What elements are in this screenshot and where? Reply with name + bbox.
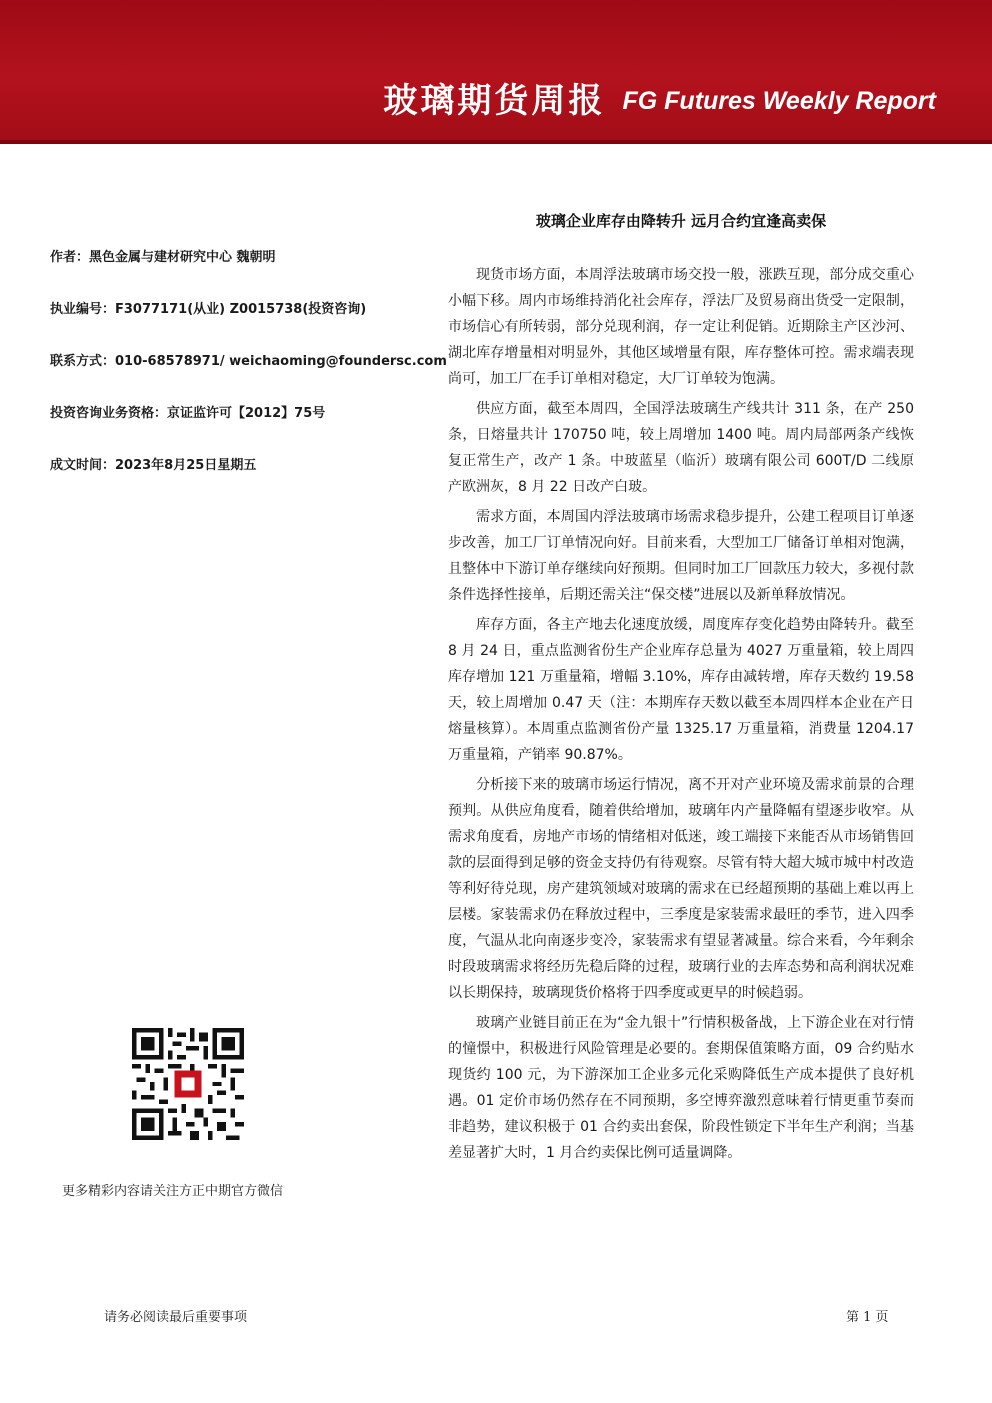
report-title: [383, 81, 936, 121]
paragraph-spot-market: 现货市场方面，本周浮法玻璃市场交投一般，涨跌互现，部分成交重心小幅下移。周内市场维持消化社会库存，浮法厂及贸易商出货受一定限制，市场信心有所转弱，部分兑现利润，存一定让利促销。近期除主产区沙河、湖北库存增量相对明显外，其他区域增量有限，库存整体可控。需求端表现尚可，加工厂在手订单相对稳定，大厂订单较为饱满。: [448, 267, 914, 387]
paragraph-strategy: 玻璃产业链目前正在为“金九银十”行情积极备战，上下游企业在对行情的憧憬中，积极进行风险管理是必要的。套期保值策略方面，09 合约贴水现货约 100 元，为下游深加工企业多元化采购降低生产成本提供了良好机遇。01 定价市场仍然存在不同预期，多空博弈激烈意味着行情更重节奏而非趋势，建议积极于 01 合约卖出套保，阶段性锁定下半年生产利润；当基差显著扩大时，1 月合约卖保比例可适量调降。: [448, 1015, 914, 1161]
paragraph-supply: 供应方面，截至本周四，全国浮法玻璃生产线共计 311 条，在产 250 条，日熔量共计 170750 吨，较上周增加 1400 吨。周内局部两条产线恢复正常生产，改产 1 条。中玻蓝星（临沂）玻璃有限公司 600T/D 二线原产欧洲灰，8 月 22 日改产白玻。: [448, 401, 914, 495]
page-number: 第 1 页: [846, 1310, 889, 1325]
author-line: 作者：黑色金属与建材研究中心 魏朝明: [50, 250, 276, 265]
qualification-line: 投资咨询业务资格：京证监许可【2012】75号: [50, 406, 326, 421]
qr-code[interactable]: [132, 1028, 244, 1140]
paragraph-inventory: 库存方面，各主产地去化速度放缓，周度库存变化趋势由降转升。截至 8 月 24 日，重点监测省份生产企业库存总量为 4027 万重量箱，较上周四库存增加 121 万重量箱，增幅 3.10%，库存由减转增，库存天数约 19.58 天，较上周增加 0.47 天（注：本期库存天数以截至本周四样本企业在产日熔量核算）。本周重点监测省份产量 1325.17 万重量箱，消费量 1204.17 万重量箱，产销率 90.87%。: [448, 617, 914, 763]
report-title-en: FG Futures Weekly Report: [622, 86, 936, 115]
footer-notice: 请务必阅读最后重要事项: [104, 1310, 248, 1325]
contact-line: 联系方式：010-68578971/ weichaoming@foundersc.com: [50, 354, 447, 369]
date-line: 成文时间：2023年8月25日星期五: [50, 458, 257, 473]
qr-caption: 更多精彩内容请关注方正中期官方微信: [62, 1184, 284, 1199]
article-title: 玻璃企业库存由降转升 远月合约宜逢高卖保: [535, 212, 827, 230]
header-divider: [0, 140, 992, 144]
license-line: 执业编号：F3077171(从业) Z0015738(投资咨询): [50, 302, 367, 317]
paragraph-demand: 需求方面，本周国内浮法玻璃市场需求稳步提升，公建工程项目订单逐步改善，加工厂订单情况向好。目前来看，大型加工厂储备订单相对饱满，且整体中下游订单存继续向好预期。但同时加工厂回款压力较大，多视付款条件选择性接单，后期还需关注“保交楼”进展以及新单释放情况。: [448, 509, 914, 603]
report-title-cn: 玻璃期货周报: [383, 81, 606, 121]
article-body: [448, 262, 914, 1170]
paragraph-outlook: 分析接下来的玻璃市场运行情况，离不开对产业环境及需求前景的合理预判。从供应角度看，随着供给增加，玻璃年内产量降幅有望逐步收窄。从需求角度看，房地产市场的情绪相对低迷，竣工端接下来能否从市场销售回款的层面得到足够的资金支持仍有待观察。尽管有特大超大城市城中村改造等利好待兑现，房产建筑领域对玻璃的需求在已经超预期的基础上难以再上层楼。家装需求仍在释放过程中，三季度是家装需求最旺的季节，进入四季度，气温从北向南逐步变冷，家装需求有望显著减量。综合来看，今年剩余时段玻璃需求将经历先稳后降的过程，玻璃行业的去库态势和高利润状况难以长期保持，玻璃现货价格将于四季度或更早的时候趋弱。: [448, 777, 914, 1001]
